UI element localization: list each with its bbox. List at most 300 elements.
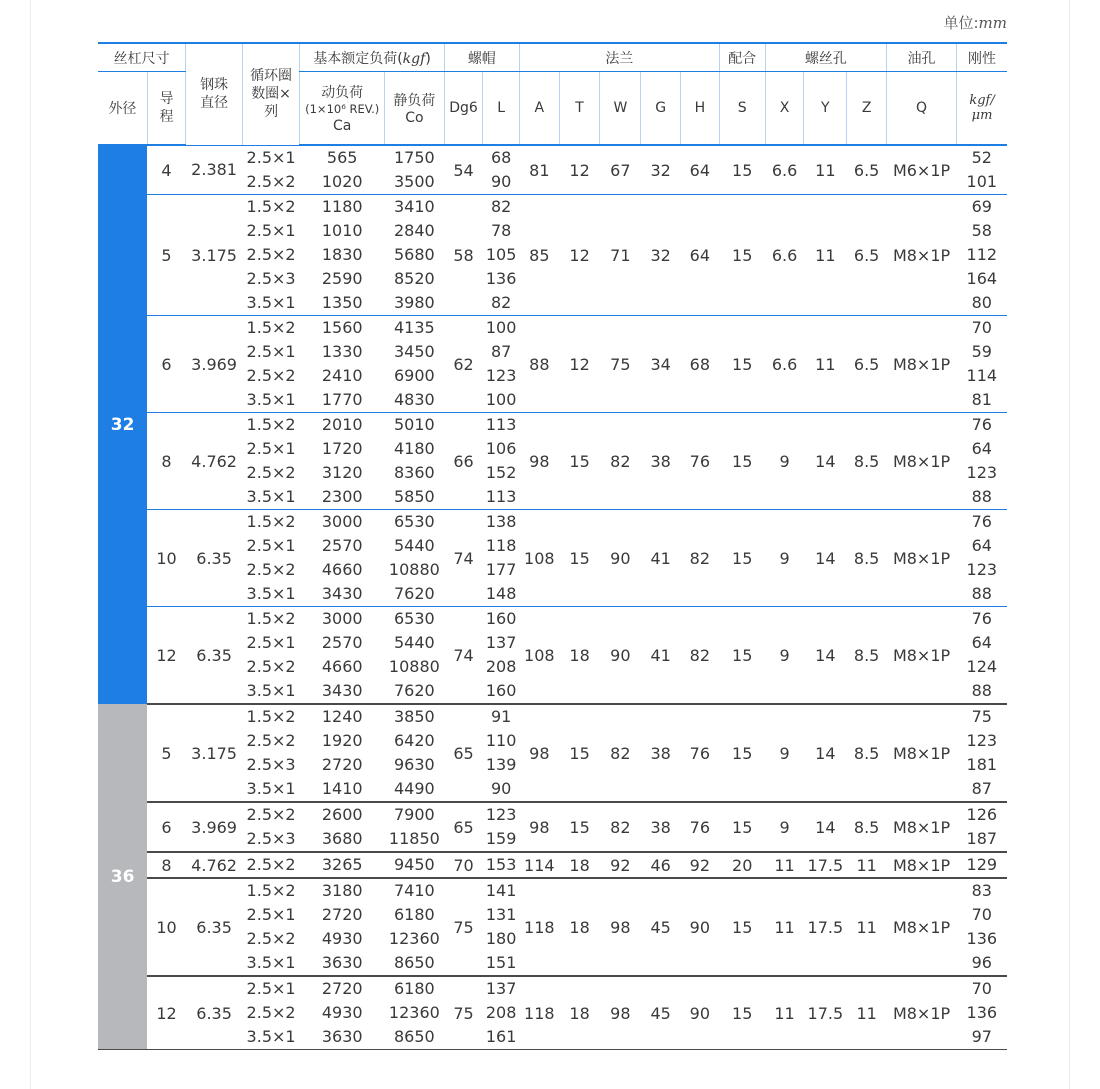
static-load-cell: 7620 xyxy=(394,584,435,603)
dynamic-load-cell: 2570 xyxy=(321,633,363,652)
dynamic-load-cell: 2590 xyxy=(321,269,363,288)
dg6-cell: 66 xyxy=(444,413,483,510)
static-load-cell: 7900 xyxy=(385,802,445,827)
rigidity-cell: 101 xyxy=(966,172,998,191)
lead-cell: 12 xyxy=(147,976,186,1049)
dynamic-load-cell: 1010 xyxy=(321,221,363,240)
flange-S-cell: 15 xyxy=(719,802,765,852)
flange-G-cell: 45 xyxy=(641,976,681,1049)
flange-H-cell: 64 xyxy=(680,195,719,316)
dynamic-load-cell: 2300 xyxy=(321,487,363,506)
circuits-cell: 2.5×2 xyxy=(246,245,296,264)
rigidity-cell: 64 xyxy=(971,633,992,652)
flange-Y-cell: 11 xyxy=(804,195,847,316)
dynamic-load-cell: 3680 xyxy=(321,829,363,848)
dg6-cell: 65 xyxy=(444,704,483,802)
dynamic-load-cell: 1020 xyxy=(321,172,363,191)
flange-W-cell: 90 xyxy=(600,607,641,705)
circuits-cell: 3.5×1 xyxy=(246,1027,296,1046)
static-load-cell: 3850 xyxy=(385,704,445,729)
flange-G-cell: 32 xyxy=(641,145,681,195)
static-load-cell: 5850 xyxy=(394,487,435,506)
static-load-cell: 9630 xyxy=(394,755,435,774)
flange-S-cell: 15 xyxy=(719,976,765,1049)
col-dynamic-load xyxy=(300,72,385,146)
table-row xyxy=(98,145,1007,170)
nut-length-cell: 208 xyxy=(485,1003,517,1022)
dynamic-load-cell: 2010 xyxy=(300,413,385,438)
table-row xyxy=(98,195,1007,220)
lead-cell: 6 xyxy=(147,316,186,413)
rigidity-cell: 76 xyxy=(957,413,1007,438)
flange-S-cell: 15 xyxy=(719,607,765,705)
circuits-cell: 2.5×1 xyxy=(246,342,296,361)
flange-S-cell: 15 xyxy=(719,145,765,195)
flange-H-cell: 76 xyxy=(680,802,719,852)
rigidity-cell: 123 xyxy=(966,463,998,482)
static-load-cell: 8650 xyxy=(394,1027,435,1046)
flange-T-cell: 18 xyxy=(559,976,600,1049)
rigidity-cell: 181 xyxy=(966,755,998,774)
circuits-cell: 2.5×2 xyxy=(246,657,296,676)
table-bottom-rule xyxy=(98,1049,1007,1050)
dynamic-load-cell: 565 xyxy=(300,145,385,170)
flange-A-cell: 118 xyxy=(519,878,559,976)
nut-length-cell: 90 xyxy=(490,779,512,798)
rigidity-cell: 70 xyxy=(957,976,1007,1001)
static-load-cell: 11850 xyxy=(388,829,440,848)
table-row xyxy=(98,607,1007,632)
static-load-cell: 4180 xyxy=(394,439,435,458)
dynamic-load-cell: 4660 xyxy=(321,560,363,579)
flange-W-cell: 82 xyxy=(600,704,641,802)
nut-length-cell: 100 xyxy=(485,390,517,409)
flange-T-cell: 15 xyxy=(559,510,600,607)
nut-length-cell: 152 xyxy=(485,463,517,482)
col-Y: Y xyxy=(804,72,847,146)
nut-length-cell: 153 xyxy=(483,852,520,878)
circuits-cell: 3.5×1 xyxy=(246,293,296,312)
col-oil-hole: 油孔 xyxy=(887,43,957,72)
dynamic-load-cell: 2410 xyxy=(321,366,363,385)
nut-length-cell: 148 xyxy=(485,584,517,603)
rig-unit-bottom: μm xyxy=(971,108,993,123)
dg6-cell: 54 xyxy=(444,145,483,195)
dynamic-load-cell: 2720 xyxy=(321,905,363,924)
rigidity-cell: 164 xyxy=(966,269,998,288)
circuits-cell: 2.5×2 xyxy=(246,172,296,191)
static-load-cell: 6420 xyxy=(394,731,435,750)
flange-Z-cell: 11 xyxy=(847,976,887,1049)
flange-W-cell: 98 xyxy=(600,878,641,976)
static-load-cell: 8520 xyxy=(394,269,435,288)
flange-X-cell: 9 xyxy=(765,704,804,802)
dynamic-load-cell: 1410 xyxy=(321,779,363,798)
rigidity-cell: 126 xyxy=(957,802,1007,827)
nut-length-cell: 136 xyxy=(485,269,517,288)
circuits-cell: 3.5×1 xyxy=(246,487,296,506)
flange-S-cell: 20 xyxy=(719,852,765,878)
rigidity-cell: 123 xyxy=(966,731,998,750)
circuits-cell: 1.5×2 xyxy=(242,607,300,632)
ball-screw-spec-table xyxy=(98,42,1007,1049)
nut-length-cell: 91 xyxy=(483,704,520,729)
rigidity-cell: 70 xyxy=(971,905,992,924)
dynamic-load-cell: 2570 xyxy=(321,536,363,555)
flange-Q-cell: M8×1P xyxy=(887,704,957,802)
circuits-cell: 3.5×1 xyxy=(246,953,296,972)
flange-A-cell: 98 xyxy=(519,413,559,510)
flange-W-cell: 82 xyxy=(600,802,641,852)
static-load-cell: 3450 xyxy=(394,342,435,361)
col-fit: 配合 xyxy=(719,43,765,72)
nut-length-cell: 100 xyxy=(483,316,520,341)
static-load-cell: 1750 xyxy=(385,145,445,170)
static-load-cell: 7620 xyxy=(394,681,435,700)
nut-length-cell: 137 xyxy=(485,633,517,652)
nut-length-cell: 90 xyxy=(490,172,512,191)
static-load-cell: 7410 xyxy=(385,878,445,903)
flange-Z-cell: 11 xyxy=(847,878,887,976)
dynamic-load-cell: 1350 xyxy=(321,293,363,312)
flange-S-cell: 15 xyxy=(719,878,765,976)
col-circuits: 循环圈数圈×列 xyxy=(242,43,300,145)
flange-G-cell: 41 xyxy=(641,510,681,607)
nut-length-cell: 208 xyxy=(485,657,517,676)
flange-X-cell: 11 xyxy=(765,976,804,1049)
flange-X-cell: 9 xyxy=(765,510,804,607)
rigidity-cell: 80 xyxy=(971,293,992,312)
static-load-cell: 6180 xyxy=(385,976,445,1001)
static-load-cell: 5010 xyxy=(385,413,445,438)
col-Z: Z xyxy=(847,72,887,146)
flange-W-cell: 92 xyxy=(600,852,641,878)
dynamic-load-cell: 3180 xyxy=(300,878,385,903)
flange-H-cell: 82 xyxy=(680,510,719,607)
circuits-cell: 2.5×2 xyxy=(246,929,296,948)
dynamic-load-cell: 3430 xyxy=(321,681,363,700)
flange-T-cell: 12 xyxy=(559,145,600,195)
rigidity-cell: 114 xyxy=(966,366,998,385)
static-load-cell: 8360 xyxy=(394,463,435,482)
nut-length-cell: 159 xyxy=(485,829,517,848)
flange-X-cell: 6.6 xyxy=(765,316,804,413)
dynamic-load-cell: 3000 xyxy=(300,510,385,535)
flange-S-cell: 15 xyxy=(719,704,765,802)
flange-G-cell: 32 xyxy=(641,195,681,316)
flange-Q-cell: M8×1P xyxy=(887,316,957,413)
rigidity-cell: 69 xyxy=(957,195,1007,220)
dynamic-load-cell: 1330 xyxy=(321,342,363,361)
static-load-cell: 5440 xyxy=(394,536,435,555)
dg6-cell: 62 xyxy=(444,316,483,413)
col-A: A xyxy=(519,72,559,146)
col-W: W xyxy=(600,72,641,146)
circuits-cell: 3.5×1 xyxy=(246,584,296,603)
static-load-cell: 2840 xyxy=(394,221,435,240)
circuits-cell: 2.5×2 xyxy=(246,731,296,750)
flange-Q-cell: M8×1P xyxy=(887,802,957,852)
rigidity-cell: 129 xyxy=(957,852,1007,878)
flange-X-cell: 9 xyxy=(765,802,804,852)
table-row xyxy=(98,852,1007,878)
flange-T-cell: 12 xyxy=(559,316,600,413)
flange-G-cell: 38 xyxy=(641,413,681,510)
rigidity-cell: 58 xyxy=(971,221,992,240)
rigidity-cell: 88 xyxy=(971,487,992,506)
circuits-cell: 1.5×2 xyxy=(242,316,300,341)
ball-dia-cell: 6.35 xyxy=(186,510,242,607)
lead-cell: 4 xyxy=(147,145,186,195)
col-L: L xyxy=(483,72,520,146)
rigidity-cell: 81 xyxy=(971,390,992,409)
flange-Q-cell: M8×1P xyxy=(887,607,957,705)
flange-H-cell: 92 xyxy=(680,852,719,878)
flange-S-cell: 15 xyxy=(719,510,765,607)
lead-cell: 12 xyxy=(147,607,186,705)
static-load-cell: 5680 xyxy=(394,245,435,264)
flange-Q-cell: M8×1P xyxy=(887,852,957,878)
dg6-cell: 58 xyxy=(444,195,483,316)
circuits-cell: 2.5×2 xyxy=(246,560,296,579)
flange-Y-cell: 17.5 xyxy=(804,976,847,1049)
screw-od-cell: 32 xyxy=(98,145,147,704)
flange-S-cell: 15 xyxy=(719,316,765,413)
dynamic-load-rev: (1×10⁶ REV.) xyxy=(305,102,380,117)
static-load-cell: 5440 xyxy=(394,633,435,652)
flange-X-cell: 9 xyxy=(765,413,804,510)
dynamic-load-cell: 4930 xyxy=(321,1003,363,1022)
flange-Y-cell: 11 xyxy=(804,316,847,413)
dynamic-load-cell: 2720 xyxy=(321,755,363,774)
nut-length-cell: 123 xyxy=(485,366,517,385)
table-row xyxy=(98,413,1007,438)
rigidity-cell: 64 xyxy=(971,536,992,555)
nut-length-cell: 180 xyxy=(485,929,517,948)
nut-length-cell: 82 xyxy=(483,195,520,220)
nut-length-cell: 141 xyxy=(483,878,520,903)
ball-dia-cell: 4.762 xyxy=(186,852,242,878)
flange-Q-cell: M6×1P xyxy=(887,145,957,195)
flange-H-cell: 68 xyxy=(680,316,719,413)
nut-length-cell: 177 xyxy=(485,560,517,579)
circuits-cell: 1.5×2 xyxy=(242,704,300,729)
circuits-cell: 1.5×2 xyxy=(242,195,300,220)
rigidity-cell: 136 xyxy=(966,929,998,948)
flange-H-cell: 76 xyxy=(680,704,719,802)
col-screw-size: 丝杠尺寸 xyxy=(98,43,186,72)
col-od: 外径 xyxy=(98,72,147,146)
flange-Z-cell: 8.5 xyxy=(847,607,887,705)
dynamic-load-cell: 2600 xyxy=(300,802,385,827)
col-Q: Q xyxy=(887,72,957,146)
nut-length-cell: 113 xyxy=(483,413,520,438)
nut-length-cell: 160 xyxy=(485,681,517,700)
col-lead: 导程 xyxy=(147,72,186,146)
flange-W-cell: 90 xyxy=(600,510,641,607)
ball-dia-cell: 6.35 xyxy=(186,607,242,705)
rigidity-cell: 112 xyxy=(966,245,998,264)
dynamic-load-cell: 4930 xyxy=(321,929,363,948)
flange-T-cell: 15 xyxy=(559,704,600,802)
flange-H-cell: 76 xyxy=(680,413,719,510)
circuits-cell: 1.5×2 xyxy=(242,413,300,438)
lead-cell: 10 xyxy=(147,510,186,607)
header-row-1 xyxy=(98,43,1007,72)
flange-Z-cell: 11 xyxy=(847,852,887,878)
static-load-cell: 3410 xyxy=(385,195,445,220)
lead-cell: 5 xyxy=(147,195,186,316)
flange-Q-cell: M8×1P xyxy=(887,976,957,1049)
flange-W-cell: 98 xyxy=(600,976,641,1049)
nut-length-cell: 110 xyxy=(485,731,517,750)
col-T: T xyxy=(559,72,600,146)
flange-T-cell: 15 xyxy=(559,413,600,510)
dynamic-load-cell: 1830 xyxy=(321,245,363,264)
col-S: S xyxy=(719,72,765,146)
flange-A-cell: 88 xyxy=(519,316,559,413)
ball-dia-cell: 3.175 xyxy=(186,195,242,316)
circuits-cell: 2.5×3 xyxy=(246,269,296,288)
flange-A-cell: 98 xyxy=(519,802,559,852)
flange-X-cell: 11 xyxy=(765,878,804,976)
static-load-label: 静负荷 xyxy=(393,93,436,109)
flange-Y-cell: 14 xyxy=(804,802,847,852)
flange-T-cell: 15 xyxy=(559,802,600,852)
static-load-cell: 6900 xyxy=(394,366,435,385)
flange-A-cell: 108 xyxy=(519,510,559,607)
flange-A-cell: 98 xyxy=(519,704,559,802)
lead-cell: 5 xyxy=(147,704,186,802)
circuits-cell: 2.5×2 xyxy=(246,1003,296,1022)
circuits-cell: 1.5×2 xyxy=(242,878,300,903)
flange-T-cell: 18 xyxy=(559,878,600,976)
flange-A-cell: 114 xyxy=(519,852,559,878)
ball-dia-cell: 6.35 xyxy=(186,976,242,1049)
circuits-cell: 2.5×1 xyxy=(246,905,296,924)
unit-label: 单位:mm xyxy=(943,14,1007,32)
rig-unit-top: kgf/ xyxy=(969,93,995,108)
flange-Z-cell: 8.5 xyxy=(847,413,887,510)
flange-Y-cell: 17.5 xyxy=(804,852,847,878)
table-row xyxy=(98,316,1007,341)
flange-G-cell: 34 xyxy=(641,316,681,413)
rigidity-cell: 76 xyxy=(957,510,1007,535)
flange-T-cell: 18 xyxy=(559,852,600,878)
nut-length-cell: 151 xyxy=(485,953,517,972)
flange-G-cell: 38 xyxy=(641,704,681,802)
dg6-cell: 65 xyxy=(444,802,483,852)
rigidity-cell: 124 xyxy=(966,657,998,676)
flange-H-cell: 82 xyxy=(680,607,719,705)
col-bolt-hole: 螺丝孔 xyxy=(765,43,886,72)
col-G: G xyxy=(641,72,681,146)
page-edge-left xyxy=(30,0,31,1089)
flange-S-cell: 15 xyxy=(719,195,765,316)
flange-Z-cell: 6.5 xyxy=(847,316,887,413)
circuits-cell: 2.5×3 xyxy=(246,755,296,774)
table-row xyxy=(98,802,1007,827)
nut-length-cell: 105 xyxy=(485,245,517,264)
col-X: X xyxy=(765,72,804,146)
dynamic-load-cell: 1180 xyxy=(300,195,385,220)
flange-X-cell: 9 xyxy=(765,607,804,705)
flange-Q-cell: M8×1P xyxy=(887,413,957,510)
page-edge-right xyxy=(1069,0,1070,1089)
nut-length-cell: 138 xyxy=(483,510,520,535)
flange-Q-cell: M8×1P xyxy=(887,510,957,607)
flange-G-cell: 41 xyxy=(641,607,681,705)
circuits-cell: 3.5×1 xyxy=(246,779,296,798)
flange-W-cell: 82 xyxy=(600,413,641,510)
nut-length-cell: 131 xyxy=(485,905,517,924)
lead-cell: 8 xyxy=(147,413,186,510)
circuits-cell: 3.5×1 xyxy=(246,681,296,700)
dg6-cell: 74 xyxy=(444,607,483,705)
rigidity-cell: 76 xyxy=(957,607,1007,632)
dg6-cell: 75 xyxy=(444,976,483,1049)
static-load-cell: 6530 xyxy=(385,510,445,535)
flange-A-cell: 108 xyxy=(519,607,559,705)
flange-Z-cell: 8.5 xyxy=(847,510,887,607)
static-load-cell: 6530 xyxy=(385,607,445,632)
nut-length-cell: 118 xyxy=(485,536,517,555)
flange-G-cell: 38 xyxy=(641,802,681,852)
circuits-cell: 2.5×1 xyxy=(246,439,296,458)
flange-Q-cell: M8×1P xyxy=(887,878,957,976)
flange-A-cell: 81 xyxy=(519,145,559,195)
rigidity-cell: 64 xyxy=(971,439,992,458)
flange-Q-cell: M8×1P xyxy=(887,195,957,316)
dynamic-load-cell: 3430 xyxy=(321,584,363,603)
table-row xyxy=(98,878,1007,903)
static-load-cell: 4135 xyxy=(385,316,445,341)
flange-Y-cell: 14 xyxy=(804,413,847,510)
dynamic-load-cell: 1240 xyxy=(300,704,385,729)
ball-dia-cell: 3.969 xyxy=(186,316,242,413)
static-load-cell: 10880 xyxy=(388,657,440,676)
nut-length-cell: 160 xyxy=(483,607,520,632)
dynamic-load-cell: 1720 xyxy=(321,439,363,458)
rigidity-cell: 123 xyxy=(966,560,998,579)
rigidity-cell: 88 xyxy=(971,681,992,700)
flange-G-cell: 46 xyxy=(641,852,681,878)
flange-H-cell: 90 xyxy=(680,976,719,1049)
circuits-cell: 2.5×1 xyxy=(246,633,296,652)
rigidity-cell: 87 xyxy=(971,779,992,798)
nut-length-cell: 82 xyxy=(490,293,512,312)
dynamic-load-cell: 2720 xyxy=(300,976,385,1001)
col-basic-load: 基本额定负荷(kgf) xyxy=(300,43,444,72)
static-load-cell: 10880 xyxy=(388,560,440,579)
circuits-cell: 2.5×3 xyxy=(246,829,296,848)
col-dg6: Dg6 xyxy=(444,72,483,146)
nut-length-cell: 161 xyxy=(485,1027,517,1046)
dynamic-load-cell: 3000 xyxy=(300,607,385,632)
rigidity-cell: 83 xyxy=(957,878,1007,903)
col-static-load xyxy=(385,72,445,146)
flange-X-cell: 6.6 xyxy=(765,195,804,316)
ball-dia-cell: 3.969 xyxy=(186,802,242,852)
rigidity-cell: 96 xyxy=(971,953,992,972)
flange-X-cell: 6.6 xyxy=(765,145,804,195)
dynamic-load-ca: Ca xyxy=(333,117,352,134)
flange-H-cell: 64 xyxy=(680,145,719,195)
dynamic-load-cell: 1770 xyxy=(321,390,363,409)
lead-cell: 6 xyxy=(147,802,186,852)
circuits-cell: 2.5×1 xyxy=(242,145,300,170)
static-load-cell: 6180 xyxy=(394,905,435,924)
